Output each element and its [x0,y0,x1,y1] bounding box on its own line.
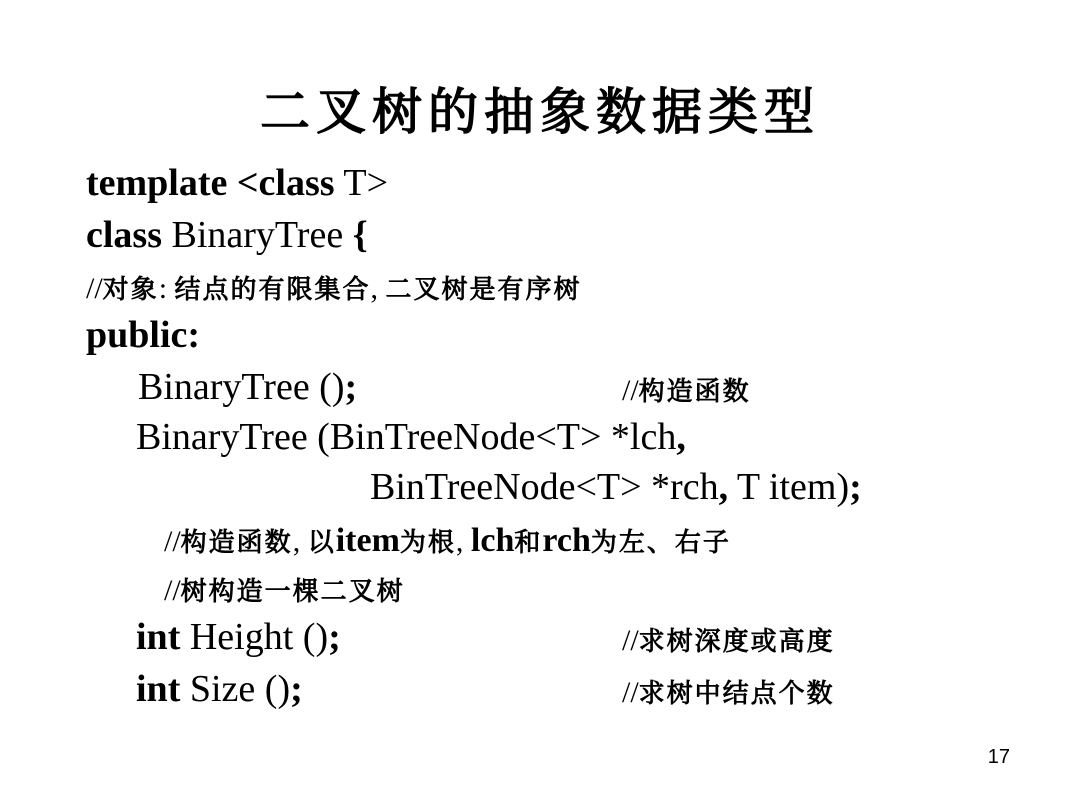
code-text: BinTreeNode<T> *rch [370,466,719,508]
code-line-constructor [138,364,357,410]
comment-text: 求树深度或高度 [638,627,835,657]
keyword-template: template [86,162,228,204]
comment-constructor2 [164,518,731,566]
page-number: 17 [987,746,1010,768]
comment-constructor2-cont [164,568,405,615]
comma: , [718,466,729,508]
comment-text: 二叉树是有序树 [385,275,582,305]
code-line-public: public: [86,314,201,356]
comment-colon: : [158,272,175,305]
comment-constructor [622,368,751,415]
comment-text: 构造函数 [180,528,293,558]
comment-text: 和 [514,528,543,558]
code-text: Size () [180,668,291,710]
type-param: T> [334,162,389,204]
comment-text: 为根 [399,528,456,558]
comment-keyword: item [335,522,400,559]
comment-keyword: rch [542,522,591,559]
comment-comma: , [292,525,308,558]
comment-text: 为左、右子 [590,528,731,558]
code-text: BinaryTree () [138,366,345,408]
keyword-class: class [86,214,162,256]
semicolon: ; [849,466,862,508]
comment-text: 以 [307,528,336,558]
comment-slash: // [622,374,639,407]
code-text: T item) [728,466,850,508]
comment-text: 结点的有限集合 [174,275,371,305]
comment-comma: , [370,272,386,305]
keyword-int: int [136,668,181,710]
comment-text: 求树中结点个数 [638,679,835,709]
open-brace: { [352,214,368,256]
slide-title: 二叉树的抽象数据类型 [260,83,820,141]
comment-text: 树构造一棵二叉树 [180,577,405,607]
semicolon: ; [344,366,358,408]
class-name: BinaryTree [162,214,353,256]
code-line-constructor2-cont [370,464,862,510]
code-text: BinaryTree (BinTreeNode<T> *lch [136,416,677,458]
comment-size [622,670,835,717]
semicolon: ; [290,668,303,710]
code-line-constructor2 [136,414,686,460]
semicolon: ; [328,616,341,658]
comment-line-object [86,266,582,313]
comment-slash: // [164,574,181,607]
keyword-class: <class [227,162,335,204]
comment-slash: // [622,676,639,709]
comment-text: 对象 [102,275,159,305]
code-line-size [136,666,303,712]
code-line-height [136,614,341,660]
comment-slash: // [622,624,639,657]
code-line-class [86,212,368,258]
keyword-int: int [136,616,181,658]
comma: , [676,416,686,458]
code-line-template [86,160,388,206]
comment-comma: , [455,525,471,558]
code-text: Height () [180,616,329,658]
comment-keyword: lch [470,522,515,559]
comment-text: 构造函数 [638,377,751,407]
comment-height [622,618,835,665]
comment-slash: // [164,525,181,558]
comment-slash: // [86,272,103,305]
